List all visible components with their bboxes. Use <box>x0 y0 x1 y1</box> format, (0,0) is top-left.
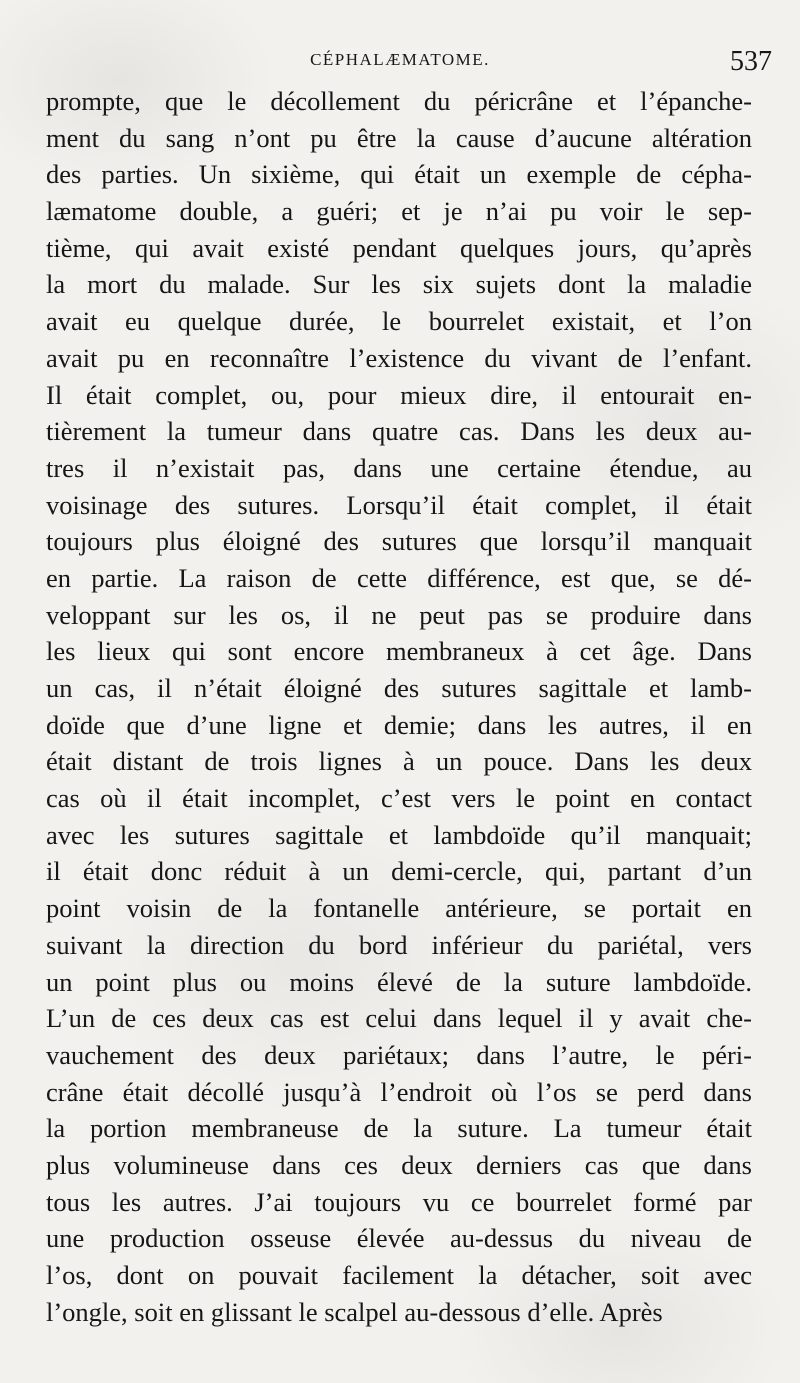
text-line: tres il n’existait pas, dans une certaine étendue, au <box>46 452 752 483</box>
running-head-title: CÉPHALÆMATOME. <box>310 50 490 69</box>
text-line: L’un de ces deux cas est celui dans lequel il y avait che- <box>46 1003 752 1034</box>
text-line: avait pu en reconnaître l’existence du vivant de l’enfant. <box>46 342 752 373</box>
text-line: des parties. Un sixième, qui était un exemple de cépha- <box>46 159 752 190</box>
running-head <box>0 46 800 82</box>
text-line: en partie. La raison de cette différence, est que, se dé- <box>46 562 752 593</box>
page-number: 537 <box>730 46 772 77</box>
text-line: læmatome double, a guéri; et je n’ai pu voir le sep- <box>46 196 752 227</box>
text-line: la portion membraneuse de la suture. La tumeur était <box>46 1113 752 1144</box>
text-line: Il était complet, ou, pour mieux dire, il entourait en- <box>46 379 752 410</box>
text-line: toujours plus éloigné des sutures que lorsqu’il manquait <box>46 526 752 557</box>
text-line: avec les sutures sagittale et lambdoïde qu’il manquait; <box>46 819 752 850</box>
text-line: point voisin de la fontanelle antérieure, se portait en <box>46 893 752 924</box>
text-line: voisinage des sutures. Lorsqu’il était complet, il était <box>46 489 752 520</box>
text-line: plus volumineuse dans ces deux derniers cas que dans <box>46 1149 752 1180</box>
text-line: une production osseuse élevée au-dessus du niveau de <box>46 1223 752 1254</box>
text-line: avait eu quelque durée, le bourrelet existait, et l’on <box>46 306 752 337</box>
text-line: ment du sang n’ont pu être la cause d’aucune altération <box>46 122 752 153</box>
text-line: l’os, dont on pouvait facilement la détacher, soit avec <box>46 1260 752 1290</box>
text-line: doïde que d’une ligne et demie; dans les autres, il en <box>46 709 752 740</box>
text-line: suivant la direction du bord inférieur du pariétal, vers <box>46 929 752 960</box>
text-line: crâne était décollé jusqu’à l’endroit où l’os se perd dans <box>46 1076 752 1107</box>
text-line: la mort du malade. Sur les six sujets dont la maladie <box>46 269 752 300</box>
text-line: cas où il était incomplet, c’est vers le point en contact <box>46 783 752 814</box>
body-text <box>46 83 752 1330</box>
text-line: veloppant sur les os, il ne peut pas se produire dans <box>46 599 752 630</box>
text-line: il était donc réduit à un demi-cercle, qui, partant d’un <box>46 856 752 887</box>
text-line: tième, qui avait existé pendant quelques jours, qu’après <box>46 232 752 263</box>
text-line: vauchement des deux pariétaux; dans l’autre, le péri- <box>46 1039 752 1070</box>
text-line: un cas, il n’était éloigné des sutures sagittale et lamb- <box>46 673 752 703</box>
text-line: prompte, que le décollement du péricrâne et l’épanche- <box>46 86 752 116</box>
text-line: l’ongle, soit en glissant le scalpel au-dessous d’elle. Après <box>46 1296 663 1327</box>
text-line: tous les autres. J’ai toujours vu ce bourrelet formé par <box>46 1186 752 1217</box>
text-line: était distant de trois lignes à un pouce. Dans les deux <box>46 746 752 777</box>
text-line: les lieux qui sont encore membraneux à cet âge. Dans <box>46 636 752 667</box>
text-line: tièrement la tumeur dans quatre cas. Dans les deux au- <box>46 416 752 447</box>
text-line: un point plus ou moins élevé de la suture lambdoïde. <box>46 966 752 997</box>
